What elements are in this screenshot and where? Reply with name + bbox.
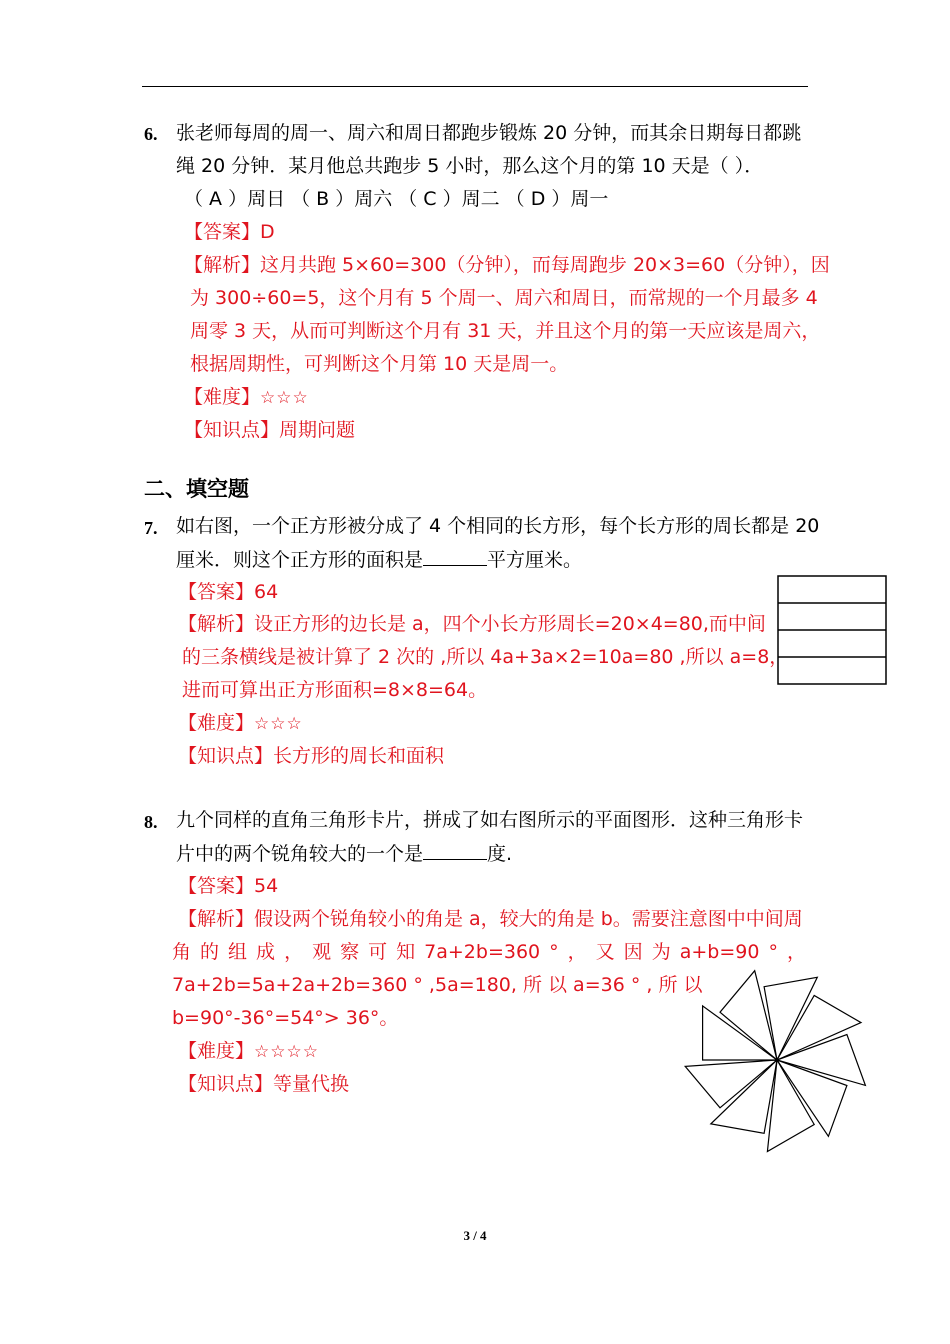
page-number: 3 / 4 <box>463 1228 487 1243</box>
q6-difficulty-stars: ☆☆☆ <box>260 388 309 408</box>
q7-text-line2-a: 厘米．则这个正方形的面积是 <box>176 549 424 571</box>
q6-answer: 【答案】D <box>184 221 275 243</box>
q8-text-line1: 九个同样的直角三角形卡片，拼成了如右图所示的平面图形．这种三角形卡 <box>176 809 804 831</box>
q6-options: （ A ）周日 （ B ）周六 （ C ）周二 （ D ）周一 <box>184 188 609 210</box>
q8-analysis-word: 组 <box>228 941 248 963</box>
q7-number: 7. <box>144 518 158 538</box>
q8-analysis-line4: b=90°-36°=54°> 36°。 <box>172 1007 399 1029</box>
q7-square-figure <box>776 574 888 686</box>
q8-analysis-word: 成 <box>256 941 276 963</box>
q7-analysis-line1: 【解析】设正方形的边长是 a，四个小长方形周长=20×4=80,而中间 <box>178 613 766 635</box>
q8-knowledge: 【知识点】等量代换 <box>178 1073 350 1095</box>
q6-difficulty <box>184 385 309 410</box>
q6-difficulty-label: 【难度】 <box>184 386 261 408</box>
header-rule <box>142 86 808 87</box>
q8-analysis-word: 可 <box>368 941 388 963</box>
q6-text-line1: 张老师每周的周一、周六和周日都跑步锻炼 20 分钟，而其余日期每日都跳 <box>176 122 802 144</box>
q8-analysis-line3: 7a+2b=5a+2a+2b=360 ° ,5a=180, 所 以 a=36 ° , 所 以 <box>172 974 703 996</box>
q8-text-line2-b: 度. <box>487 843 513 865</box>
q8-analysis-word: 7a+2b=360 <box>424 941 541 963</box>
q8-difficulty-stars: ☆☆☆☆ <box>254 1042 319 1062</box>
q8-difficulty-label: 【难度】 <box>178 1040 255 1062</box>
q7-text-line2-b: 平方厘米。 <box>487 549 583 571</box>
q8-analysis-word: 为 <box>651 941 671 963</box>
q8-analysis-word: ， <box>567 941 587 963</box>
q7-analysis-line3: 进而可算出正方形面积=8×8=64。 <box>182 679 488 701</box>
q7-answer: 【答案】64 <box>178 581 279 603</box>
q8-analysis-word: 因 <box>623 941 643 963</box>
q8-analysis-word: ° <box>549 941 559 963</box>
q6-analysis-line4: 根据周期性，可判断这个月第 10 天是周一。 <box>190 353 569 375</box>
q6-number: 6. <box>144 124 158 144</box>
q7-answer-blank <box>423 547 487 566</box>
q7-text-line2 <box>176 547 582 572</box>
q8-analysis-word: 知 <box>396 941 416 963</box>
q7-difficulty-stars: ☆☆☆ <box>254 714 303 734</box>
q6-analysis-line2: 为 300÷60=5，这个月有 5 个周一、周六和周日，而常规的一个月最多 4 <box>190 287 818 309</box>
q7-difficulty <box>178 711 303 736</box>
q8-analysis-word: 的 <box>200 941 220 963</box>
q8-answer-blank <box>423 841 487 860</box>
q8-text-line2-a: 片中的两个锐角较大的一个是 <box>176 843 424 865</box>
q8-analysis-word: 又 <box>595 941 615 963</box>
q6-knowledge: 【知识点】周期问题 <box>184 419 356 441</box>
q8-text-line2 <box>176 841 512 866</box>
q6-analysis-line1: 【解析】这月共跑 5×60=300（分钟），而每周跑步 20×3=60（分钟），因 <box>184 254 830 276</box>
q8-analysis-word: 角 <box>172 941 192 963</box>
q6-analysis-line3: 周零 3 天，从而可判断这个月有 31 天，并且这个月的第一天应该是周六， <box>190 320 821 342</box>
q7-analysis-line2: 的三条横线是被计算了 2 次的 ,所以 4a+3a×2=10a=80 ,所以 a=8， <box>182 646 789 668</box>
section-title: 二、填空题 <box>144 477 249 501</box>
q6-text-line2: 绳 20 分钟．某月他总共跑步 5 小时，那么这个月的第 10 天是（ ）． <box>176 155 764 177</box>
q7-knowledge: 【知识点】长方形的周长和面积 <box>178 745 445 767</box>
q8-analysis-word: a+b=90 <box>679 941 760 963</box>
q8-analysis-word: 观 <box>312 941 332 963</box>
q8-analysis-line1: 【解析】假设两个锐角较小的角是 a，较大的角是 b。需要注意图中中间周 <box>178 908 803 930</box>
q8-analysis-word: 察 <box>340 941 360 963</box>
q8-difficulty <box>178 1039 319 1064</box>
q8-analysis-word: ， <box>284 941 304 963</box>
q8-analysis-word: ° <box>768 941 778 963</box>
q8-pinwheel-figure <box>680 955 880 1155</box>
q8-answer: 【答案】54 <box>178 875 279 897</box>
q7-difficulty-label: 【难度】 <box>178 712 255 734</box>
q8-analysis-word: ， <box>786 941 806 963</box>
q7-text-line1: 如右图，一个正方形被分成了 4 个相同的长方形，每个长方形的周长都是 20 <box>176 515 820 537</box>
q8-number: 8. <box>144 812 158 832</box>
